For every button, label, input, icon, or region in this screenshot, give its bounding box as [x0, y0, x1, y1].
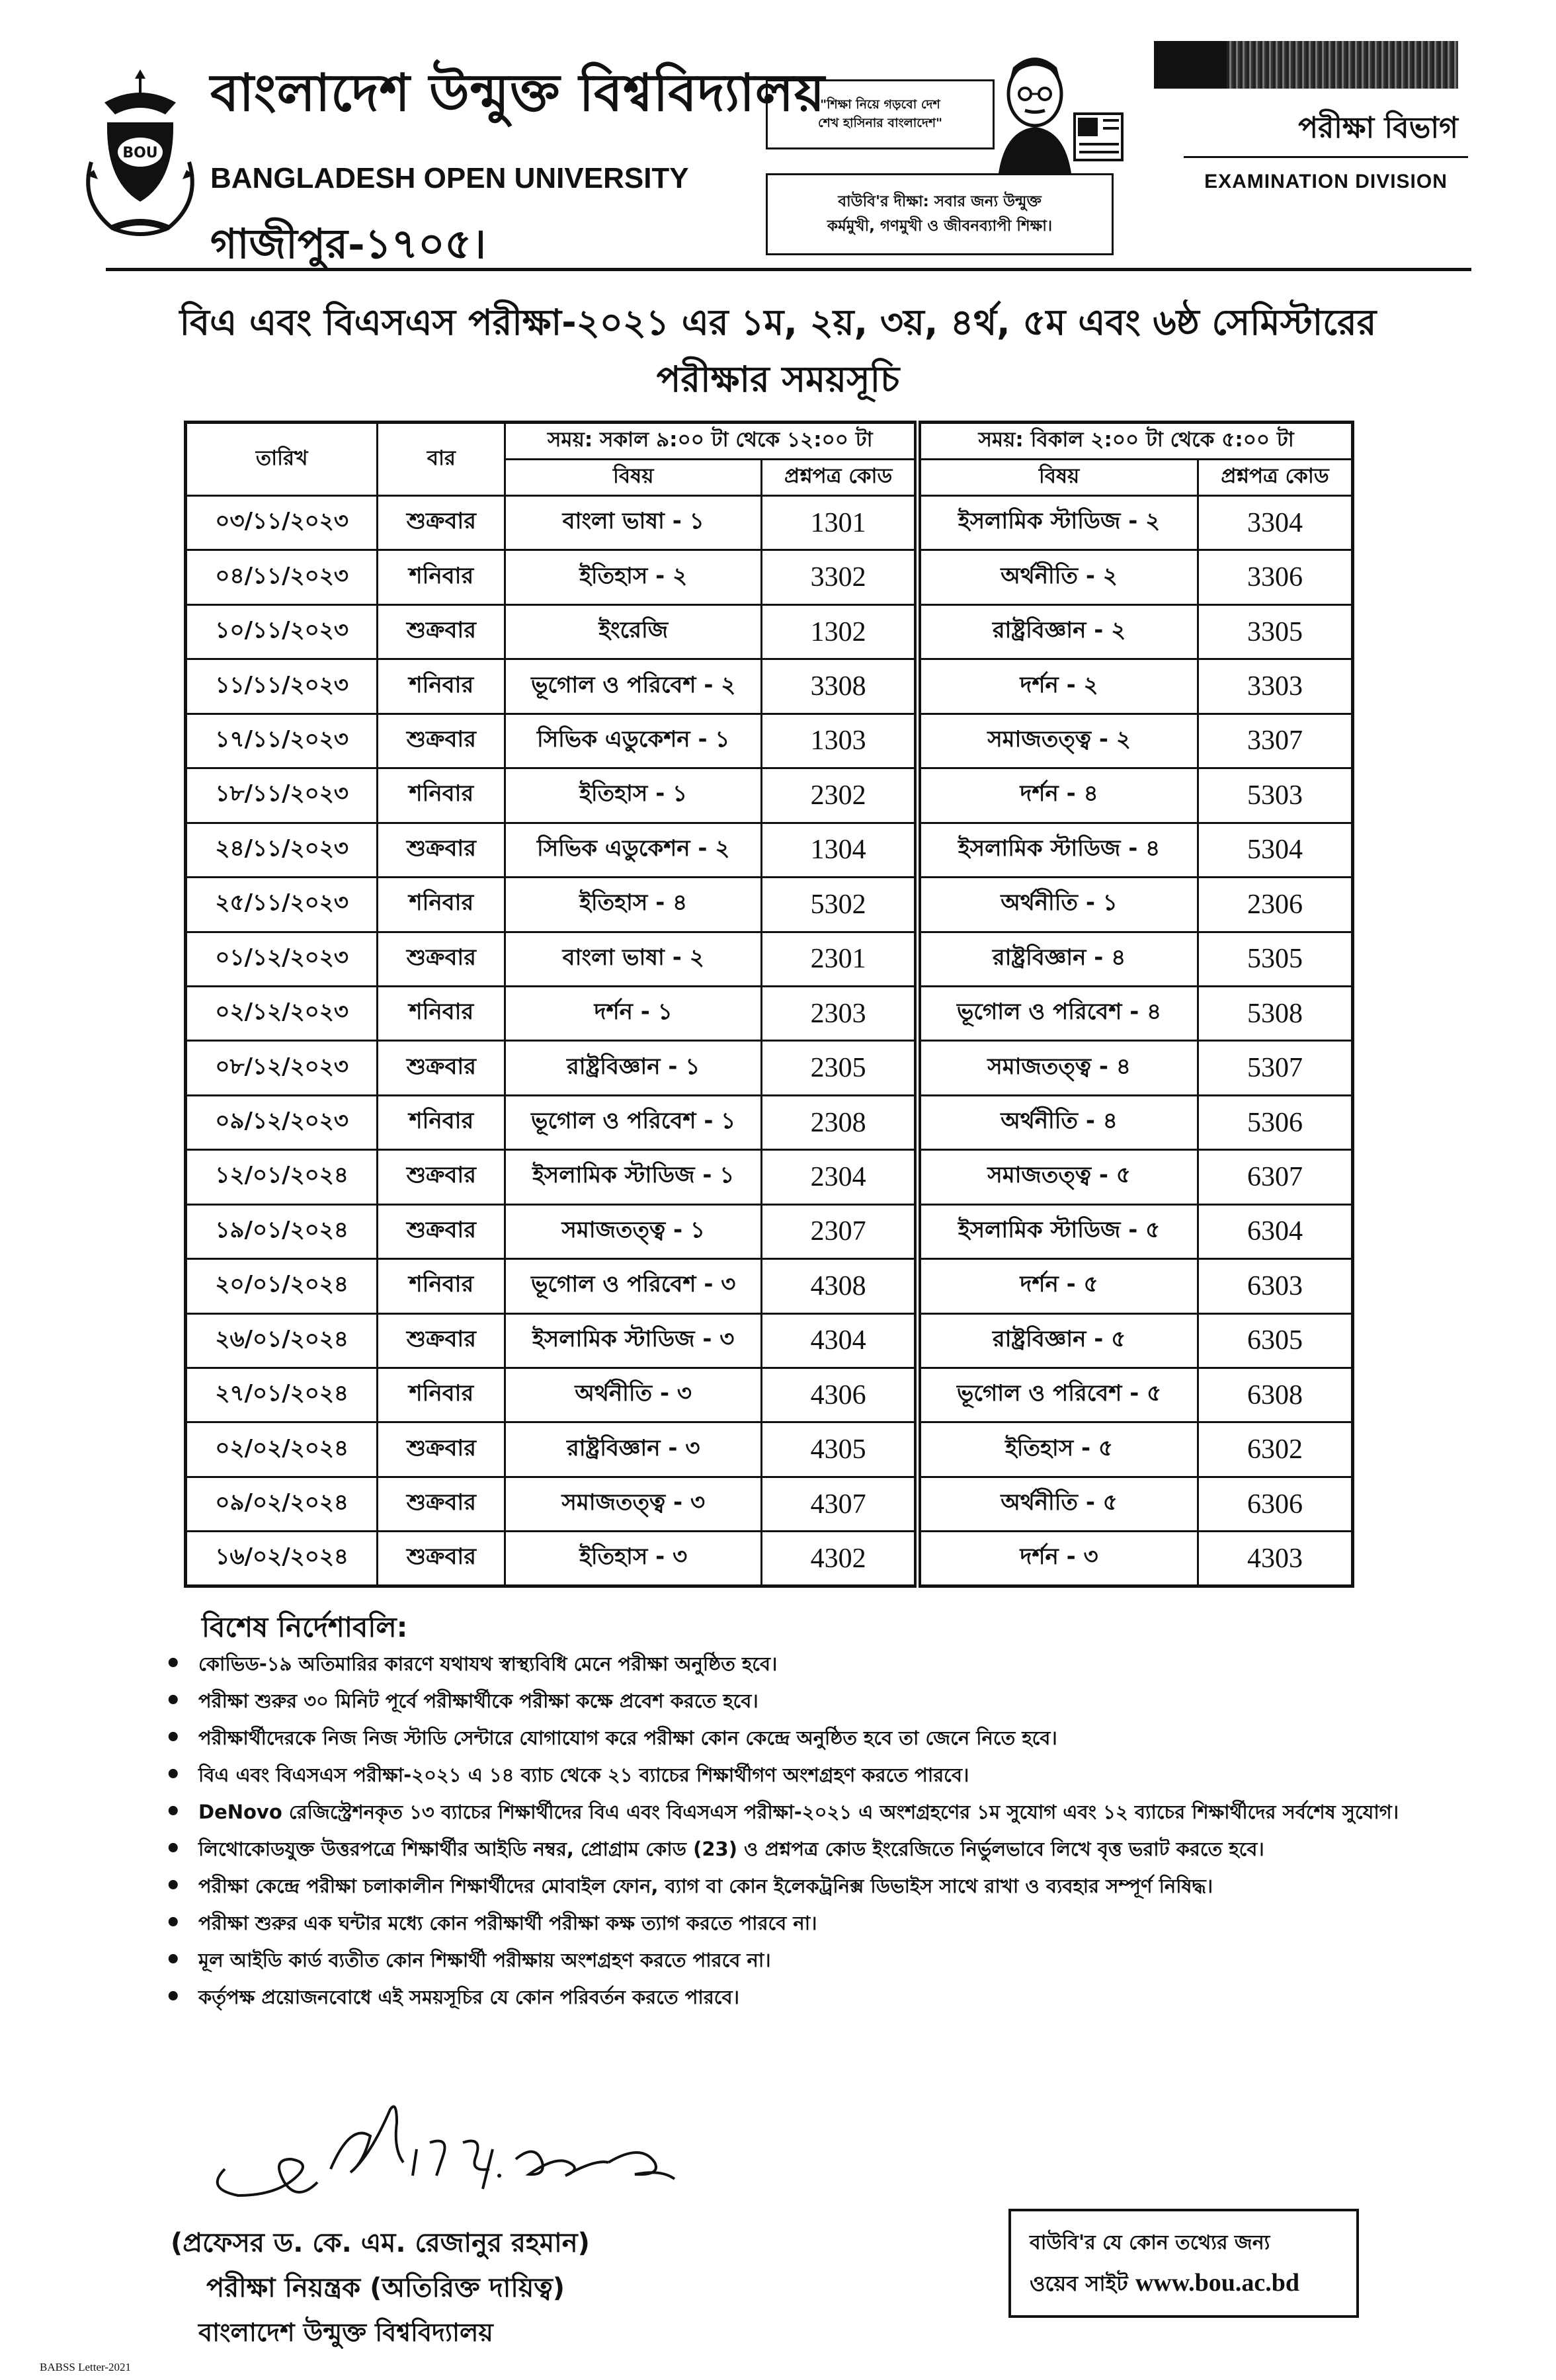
note-item: • কোভিড-১৯ অতিমারির কারণে যথাযথ স্বাস্থ্যবিধি মেনে পরীক্ষা অনুষ্ঠিত হবে। — [161, 1647, 1437, 1681]
table-row — [186, 1477, 1353, 1531]
cell-morning-subject: দর্শন - ১ — [505, 986, 762, 1040]
website-link[interactable]: www.bou.ac.bd — [1135, 2269, 1299, 2297]
cell-afternoon-subject: অর্থনীতি - ৪ — [918, 1095, 1198, 1149]
header-day: বার — [378, 423, 505, 496]
cell-morning-code: 2303 — [762, 986, 918, 1040]
cell-morning-code: 3308 — [762, 659, 918, 714]
cell-afternoon-code: 5305 — [1198, 932, 1352, 986]
table-row — [186, 604, 1353, 659]
cell-morning-code: 2301 — [762, 932, 918, 986]
cell-date: ২৭/০১/২০২৪ — [186, 1368, 378, 1422]
cell-afternoon-code: 3304 — [1198, 496, 1352, 550]
footer-reference: BABSS Letter-2021 — [40, 2361, 132, 2373]
table-row — [186, 1041, 1353, 1095]
cell-day: শনিবার — [378, 1095, 505, 1149]
cell-afternoon-code: 6306 — [1198, 1477, 1352, 1531]
cell-date: ১৬/০২/২০২৪ — [186, 1532, 378, 1586]
cell-morning-code: 2307 — [762, 1204, 918, 1258]
cell-date: ০২/০২/২০২৪ — [186, 1422, 378, 1477]
table-body — [186, 496, 1353, 1586]
cell-afternoon-code: 2306 — [1198, 878, 1352, 932]
cell-morning-subject: ইতিহাস - ৪ — [505, 878, 762, 932]
cell-morning-subject: ইতিহাস - ২ — [505, 550, 762, 604]
table-row — [186, 1422, 1353, 1477]
cell-morning-code: 4308 — [762, 1259, 918, 1313]
cell-morning-code: 2308 — [762, 1095, 918, 1149]
table-row — [186, 1150, 1353, 1204]
cell-morning-code: 4307 — [762, 1477, 918, 1531]
motto-box — [766, 173, 1114, 255]
cell-morning-code: 3302 — [762, 550, 918, 604]
cell-morning-subject: সমাজতত্ত্ব - ১ — [505, 1204, 762, 1258]
cell-morning-subject: ইসলামিক স্টাডিজ - ১ — [505, 1150, 762, 1204]
table-row — [186, 1095, 1353, 1149]
cell-day: শুক্রবার — [378, 496, 505, 550]
cell-day: শনিবার — [378, 878, 505, 932]
cell-day: শুক্রবার — [378, 714, 505, 768]
cell-date: ২৫/১১/২০২৩ — [186, 878, 378, 932]
cell-afternoon-subject: ইতিহাস - ৫ — [918, 1422, 1198, 1477]
cell-afternoon-subject: সমাজতত্ত্ব - ২ — [918, 714, 1198, 768]
cell-morning-subject: রাষ্ট্রবিজ্ঞান - ১ — [505, 1041, 762, 1095]
table-row — [186, 932, 1353, 986]
cell-date: ২৬/০১/২০২৪ — [186, 1313, 378, 1368]
cell-afternoon-code: 6307 — [1198, 1150, 1352, 1204]
cell-afternoon-subject: অর্থনীতি - ১ — [918, 878, 1198, 932]
table-row — [186, 986, 1353, 1040]
cell-afternoon-subject: অর্থনীতি - ২ — [918, 550, 1198, 604]
header-afternoon-slot: সময়: বিকাল ২:০০ টা থেকে ৫:০০ টা — [918, 423, 1353, 460]
contact-line-2 — [1030, 2263, 1356, 2303]
cell-afternoon-code: 6308 — [1198, 1368, 1352, 1422]
table-row — [186, 550, 1353, 604]
cell-morning-subject: সমাজতত্ত্ব - ৩ — [505, 1477, 762, 1531]
cell-morning-code: 2302 — [762, 768, 918, 823]
svg-text:BOU: BOU — [122, 145, 158, 161]
notes-title: বিশেষ নির্দেশাবলি: — [202, 1611, 408, 1643]
cell-afternoon-subject: ইসলামিক স্টাডিজ - ৫ — [918, 1204, 1198, 1258]
note-item: • পরীক্ষা কেন্দ্রে পরীক্ষা চলাকালীন শিক্ষার্থীদের মোবাইল ফোন, ব্যাগ বা কোন ইলেকট্রনিক্স ডিভাইস সাথে রাখা ও ব্যবহার সম্পূর্ণ নিষিদ্ধ। — [161, 1869, 1437, 1903]
cell-afternoon-subject: রাষ্ট্রবিজ্ঞান - ৪ — [918, 932, 1198, 986]
cell-date: ১০/১১/২০২৩ — [186, 604, 378, 659]
university-address: গাজীপুর-১৭০৫। — [210, 220, 487, 268]
cell-afternoon-code: 3306 — [1198, 550, 1352, 604]
cell-afternoon-code: 3303 — [1198, 659, 1352, 714]
note-item: • মূল আইডি কার্ড ব্যতীত কোন শিক্ষার্থী পরীক্ষায় অংশগ্রহণ করতে পারবে না। — [161, 1943, 1437, 1977]
cell-afternoon-subject: সমাজতত্ত্ব - ৫ — [918, 1150, 1198, 1204]
signer-organization: বাংলাদেশ উন্মুক্ত বিশ্ববিদ্যালয় — [198, 2318, 493, 2347]
motto-line-1: বাউবি'র দীক্ষা: সবার জন্য উন্মুক্ত — [838, 193, 1042, 211]
table-row — [186, 1368, 1353, 1422]
cell-date: ২০/০১/২০২৪ — [186, 1259, 378, 1313]
university-name-bn: বাংলাদেশ উন্মুক্ত বিশ্ববিদ্যালয় — [210, 63, 825, 123]
cell-date: ১৯/০১/২০২৪ — [186, 1204, 378, 1258]
cell-afternoon-code: 5304 — [1198, 823, 1352, 877]
table-row — [186, 1204, 1353, 1258]
cell-morning-code: 5302 — [762, 878, 918, 932]
cell-date: ০৩/১১/২০২৩ — [186, 496, 378, 550]
cell-morning-code: 2304 — [762, 1150, 918, 1204]
cell-morning-subject: সিভিক এডুকেশন - ১ — [505, 714, 762, 768]
slogan-line-2: শেখ হাসিনার বাংলাদেশ" — [817, 116, 943, 130]
cell-day: শনিবার — [378, 1259, 505, 1313]
table-row — [186, 1313, 1353, 1368]
header-afternoon-subject: বিষয় — [918, 460, 1198, 496]
table-row — [186, 878, 1353, 932]
header-morning-code: প্রশ্নপত্র কোড — [762, 460, 918, 496]
cell-date: ১২/০১/২০২৪ — [186, 1150, 378, 1204]
cell-day: শুক্রবার — [378, 1041, 505, 1095]
table-row — [186, 496, 1353, 550]
signer-name: (প্রফেসর ড. কে. এম. রেজানুর রহমান) — [171, 2228, 590, 2258]
table-row — [186, 1532, 1353, 1586]
cell-date: ১৭/১১/২০২৩ — [186, 714, 378, 768]
cell-day: শনিবার — [378, 550, 505, 604]
signer-title: পরীক্ষা নিয়ন্ত্রক (অতিরিক্ত দায়িত্ব) — [206, 2273, 565, 2303]
exam-schedule-table — [184, 421, 1354, 1588]
cell-morning-subject: রাষ্ট্রবিজ্ঞান - ৩ — [505, 1422, 762, 1477]
department-name-bn: পরীক্ষা বিভাগ — [1298, 111, 1458, 145]
cell-day: শনিবার — [378, 1368, 505, 1422]
cell-morning-subject: সিভিক এডুকেশন - ২ — [505, 823, 762, 877]
cell-day: শুক্রবার — [378, 1204, 505, 1258]
cell-afternoon-code: 5307 — [1198, 1041, 1352, 1095]
table-row — [186, 714, 1353, 768]
cell-afternoon-code: 3307 — [1198, 714, 1352, 768]
motto-line-2: কর্মমুখী, গণমুখী ও জীবনব্যাপী শিক্ষা। — [827, 218, 1053, 235]
cell-afternoon-code: 6303 — [1198, 1259, 1352, 1313]
cell-date: ০২/১২/২০২৩ — [186, 986, 378, 1040]
cell-morning-code: 4305 — [762, 1422, 918, 1477]
cell-date: ০৮/১২/২০২৩ — [186, 1041, 378, 1095]
schedule-title-line-2: পরীক্ষার সময়সূচি — [656, 358, 900, 400]
cell-morning-subject: ভূগোল ও পরিবেশ - ৩ — [505, 1259, 762, 1313]
cell-afternoon-code: 5303 — [1198, 768, 1352, 823]
note-item: • লিথোকোডযুক্ত উত্তরপত্রে শিক্ষার্থীর আইডি নম্বর, প্রোগ্রাম কোড (23) ও প্রশ্নপত্র কোড ইংরেজিতে নির্ভুলভাবে লিখে বৃত্ত ভরাট করতে হবে। — [161, 1832, 1437, 1866]
cell-date: ০১/১২/২০২৩ — [186, 932, 378, 986]
note-item: • বিএ এবং বিএসএস পরীক্ষা-২০২১ এ ১৪ ব্যাচ থেকে ২১ ব্যাচের শিক্ষার্থীগণ অংশগ্রহণ করতে পারবে। — [161, 1758, 1437, 1792]
cell-morning-subject: ভূগোল ও পরিবেশ - ২ — [505, 659, 762, 714]
header-morning-subject: বিষয় — [505, 460, 762, 496]
contact-box — [1008, 2209, 1359, 2318]
cell-afternoon-subject: রাষ্ট্রবিজ্ঞান - ৫ — [918, 1313, 1198, 1368]
cell-date: ০৪/১১/২০২৩ — [186, 550, 378, 604]
table-row — [186, 659, 1353, 714]
mujib-centenary-portrait — [985, 48, 1131, 173]
cell-afternoon-subject: ইসলামিক স্টাডিজ - ২ — [918, 496, 1198, 550]
cell-afternoon-subject: দর্শন - ২ — [918, 659, 1198, 714]
cell-morning-code: 4306 — [762, 1368, 918, 1422]
cell-morning-subject: ইতিহাস - ৩ — [505, 1532, 762, 1586]
slogan-line-1: "শিক্ষা নিয়ে গড়বো দেশ — [820, 97, 940, 112]
table-row — [186, 768, 1353, 823]
cell-afternoon-subject: রাষ্ট্রবিজ্ঞান - ২ — [918, 604, 1198, 659]
table-row — [186, 1259, 1353, 1313]
cell-morning-code: 1302 — [762, 604, 918, 659]
cell-day: শুক্রবার — [378, 932, 505, 986]
cell-afternoon-code: 6305 — [1198, 1313, 1352, 1368]
cell-morning-code: 4304 — [762, 1313, 918, 1368]
header-morning-slot: সময়: সকাল ৯:০০ টা থেকে ১২:০০ টা — [505, 423, 918, 460]
cell-afternoon-subject: দর্শন - ৫ — [918, 1259, 1198, 1313]
cell-day: শনিবার — [378, 659, 505, 714]
cell-afternoon-subject: দর্শন - ৪ — [918, 768, 1198, 823]
cell-morning-code: 4302 — [762, 1532, 918, 1586]
cell-afternoon-code: 6302 — [1198, 1422, 1352, 1477]
cell-morning-code: 1304 — [762, 823, 918, 877]
cell-day: শুক্রবার — [378, 1313, 505, 1368]
cell-day: শনিবার — [378, 768, 505, 823]
note-item: • পরীক্ষা শুরুর ৩০ মিনিট পূর্বে পরীক্ষার্থীকে পরীক্ষা কক্ষে প্রবেশ করতে হবে। — [161, 1684, 1437, 1718]
cell-afternoon-code: 3305 — [1198, 604, 1352, 659]
cell-afternoon-subject: ভূগোল ও পরিবেশ - ৪ — [918, 986, 1198, 1040]
department-name-en: EXAMINATION DIVISION — [1204, 171, 1448, 192]
cell-morning-subject: বাংলা ভাষা - ১ — [505, 496, 762, 550]
cell-morning-code: 2305 — [762, 1041, 918, 1095]
university-name-en: BANGLADESH OPEN UNIVERSITY — [210, 162, 689, 194]
cell-afternoon-subject: অর্থনীতি - ৫ — [918, 1477, 1198, 1531]
cell-day: শুক্রবার — [378, 1422, 505, 1477]
cell-day: শনিবার — [378, 986, 505, 1040]
cell-date: ১১/১১/২০২৩ — [186, 659, 378, 714]
cell-morning-code: 1301 — [762, 496, 918, 550]
contact-website-label: ওয়েব সাইট — [1030, 2271, 1128, 2296]
cell-afternoon-subject: সমাজতত্ত্ব - ৪ — [918, 1041, 1198, 1095]
cell-afternoon-subject: ভূগোল ও পরিবেশ - ৫ — [918, 1368, 1198, 1422]
cell-day: শুক্রবার — [378, 1150, 505, 1204]
cell-afternoon-code: 5306 — [1198, 1095, 1352, 1149]
cell-morning-code: 1303 — [762, 714, 918, 768]
cell-morning-subject: ইসলামিক স্টাডিজ - ৩ — [505, 1313, 762, 1368]
cell-afternoon-code: 6304 — [1198, 1204, 1352, 1258]
notes-list — [161, 1647, 1437, 2017]
cell-date: ১৮/১১/২০২৩ — [186, 768, 378, 823]
table-row — [186, 823, 1353, 877]
cell-date: ০৯/১২/২০২৩ — [186, 1095, 378, 1149]
note-item: • কর্তৃপক্ষ প্রয়োজনবোধে এই সময়সূচির যে কোন পরিবর্তন করতে পারবে। — [161, 1980, 1437, 2014]
cell-day: শুক্রবার — [378, 1532, 505, 1586]
cell-day: শুক্রবার — [378, 1477, 505, 1531]
note-item: • পরীক্ষার্থীদেরকে নিজ নিজ স্টাডি সেন্টারে যোগাযোগ করে পরীক্ষা কোন কেন্দ্রে অনুষ্ঠিত হবে তা জেনে নিতে হবে। — [161, 1721, 1437, 1755]
handwritten-signature — [198, 2096, 714, 2222]
cell-afternoon-subject: দর্শন - ৩ — [918, 1532, 1198, 1586]
cell-morning-subject: ভূগোল ও পরিবেশ - ১ — [505, 1095, 762, 1149]
schedule-title-line-1: বিএ এবং বিএসএস পরীক্ষা-২০২১ এর ১ম, ২য়, ৩য়, ৪র্থ, ৫ম এবং ৬ষ্ঠ সেমিস্টারের — [179, 302, 1377, 343]
note-item: • পরীক্ষা শুরুর এক ঘন্টার মধ্যে কোন পরীক্ষার্থী পরীক্ষা কক্ষ ত্যাগ করতে পারবে না। — [161, 1906, 1437, 1940]
cell-morning-subject: ইংরেজি — [505, 604, 762, 659]
cell-morning-subject: অর্থনীতি - ৩ — [505, 1368, 762, 1422]
cell-afternoon-code: 4303 — [1198, 1532, 1352, 1586]
cell-morning-subject: ইতিহাস - ১ — [505, 768, 762, 823]
header-date: তারিখ — [186, 423, 378, 496]
table-header-row — [186, 423, 1353, 460]
schedule-title — [99, 294, 1457, 408]
cell-date: ০৯/০২/২০২৪ — [186, 1477, 378, 1531]
cell-day: শুক্রবার — [378, 604, 505, 659]
slogan-box — [766, 79, 995, 149]
cell-date: ২৪/১১/২০২৩ — [186, 823, 378, 877]
contact-line-1: বাউবি'র যে কোন তথ্যের জন্য — [1030, 2231, 1270, 2254]
department-underline — [1184, 156, 1468, 158]
header-afternoon-code: প্রশ্নপত্র কোড — [1198, 460, 1352, 496]
cell-day: শুক্রবার — [378, 823, 505, 877]
redacted-stamp-solid — [1154, 41, 1227, 89]
cell-afternoon-code: 5308 — [1198, 986, 1352, 1040]
note-item: • DeNovo রেজিস্ট্রেশনকৃত ১৩ ব্যাচের শিক্ষার্থীদের বিএ এবং বিএসএস পরীক্ষা-২০২১ এ অংশগ্রহণের ১ম সুযোগ এবং ১২ ব্যাচের শিক্ষার্থীদের সর্বশেষ সুযোগ। — [161, 1795, 1437, 1829]
cell-afternoon-subject: ইসলামিক স্টাডিজ - ৪ — [918, 823, 1198, 877]
cell-morning-subject: বাংলা ভাষা - ২ — [505, 932, 762, 986]
header-divider — [106, 268, 1471, 271]
university-logo — [66, 63, 215, 241]
